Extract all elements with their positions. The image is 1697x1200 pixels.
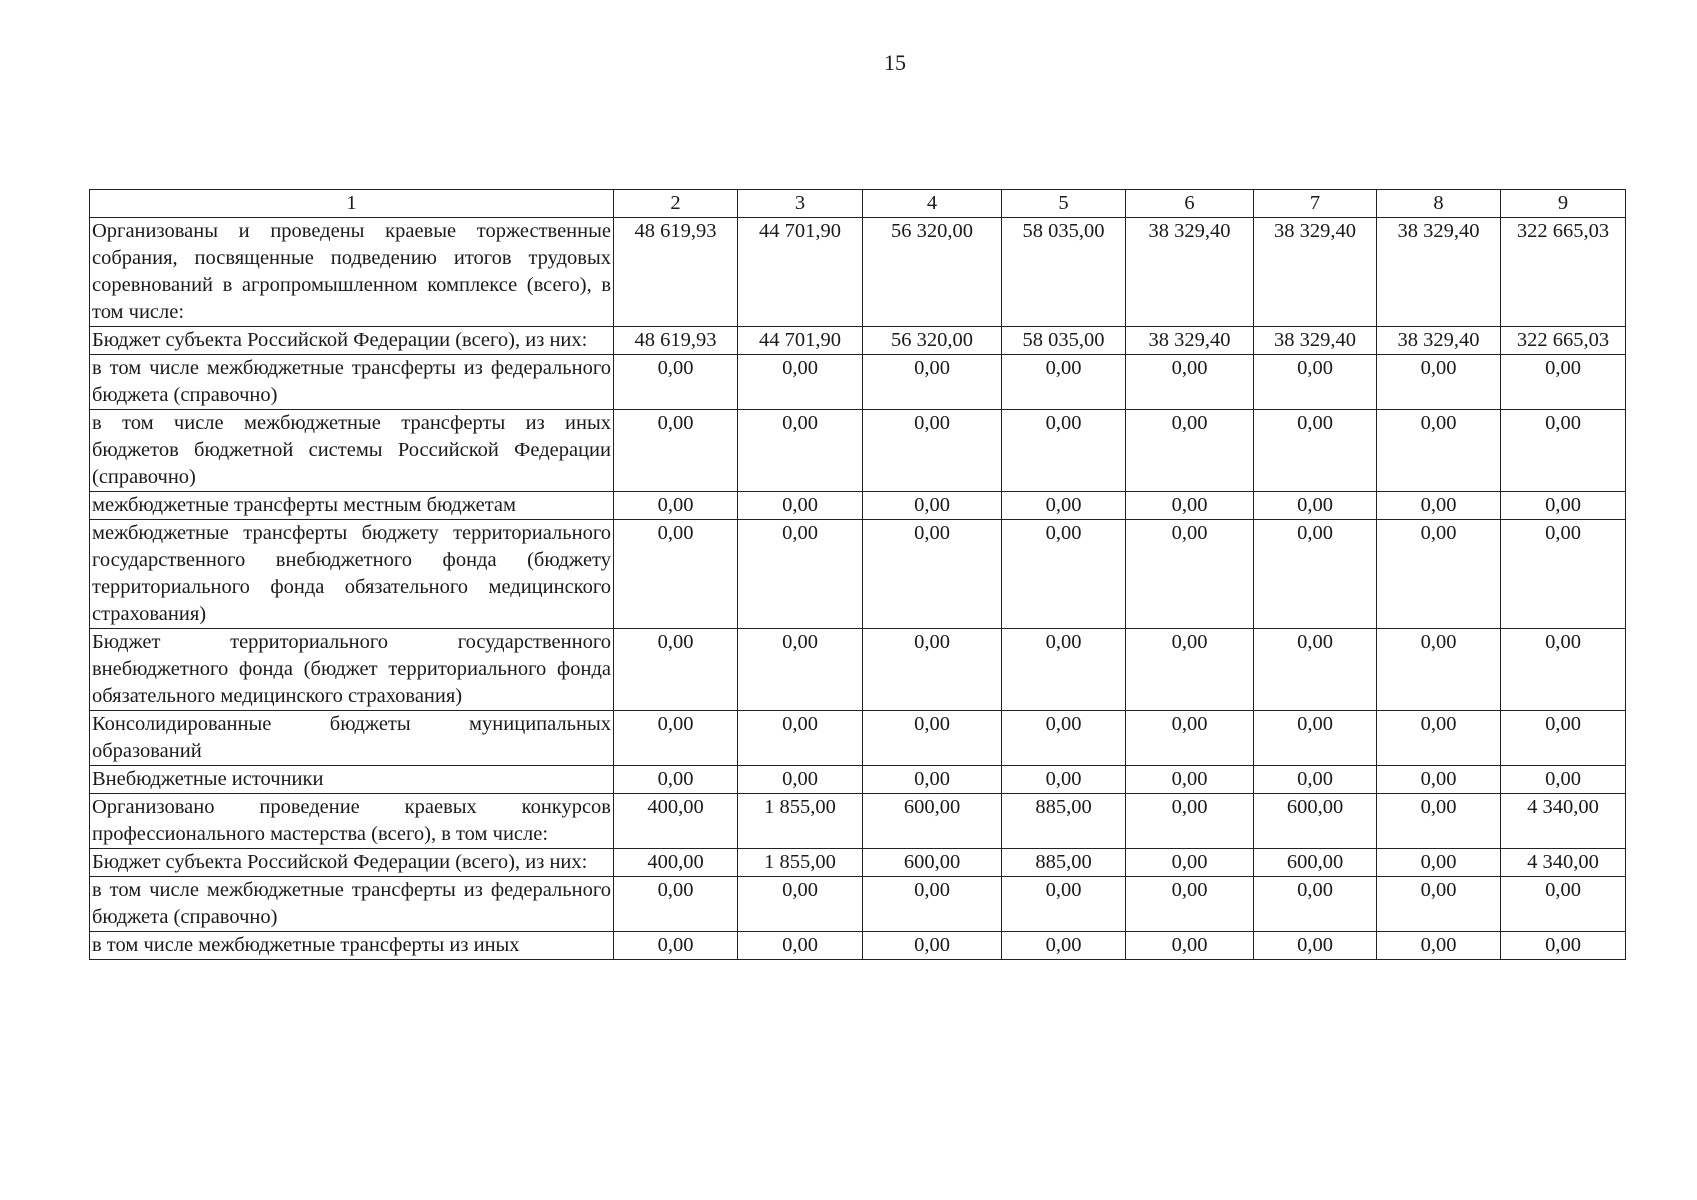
cell-value: 0,00	[1377, 794, 1501, 849]
cell-value: 58 035,00	[1002, 327, 1126, 355]
cell-value: 0,00	[863, 492, 1002, 520]
cell-value: 4 340,00	[1501, 849, 1626, 877]
table-row	[90, 355, 1626, 410]
cell-value: 0,00	[863, 410, 1002, 492]
cell-value: 0,00	[1501, 520, 1626, 629]
cell-value: 0,00	[614, 932, 738, 960]
cell-value: 0,00	[1501, 629, 1626, 711]
table-row	[90, 629, 1626, 711]
row-label: межбюджетные трансферты местным бюджетам	[90, 492, 614, 520]
cell-value: 0,00	[614, 520, 738, 629]
cell-value: 600,00	[863, 849, 1002, 877]
cell-value: 0,00	[614, 766, 738, 794]
cell-value: 0,00	[738, 355, 863, 410]
cell-value: 0,00	[614, 877, 738, 932]
cell-value: 0,00	[1254, 877, 1377, 932]
cell-value: 0,00	[1377, 877, 1501, 932]
cell-value: 0,00	[1126, 410, 1254, 492]
table-row	[90, 932, 1626, 960]
cell-value: 0,00	[614, 629, 738, 711]
cell-value: 0,00	[1377, 849, 1501, 877]
cell-value: 38 329,40	[1377, 327, 1501, 355]
table-row	[90, 766, 1626, 794]
cell-value: 0,00	[863, 766, 1002, 794]
table-row	[90, 492, 1626, 520]
cell-value: 0,00	[1501, 766, 1626, 794]
row-label: межбюджетные трансферты бюджету территориального государственного внебюджетного фонда (бюджету территориального фонда обязательного медицинского страхования)	[90, 520, 614, 629]
cell-value: 0,00	[1002, 766, 1126, 794]
cell-value: 1 855,00	[738, 849, 863, 877]
cell-value: 0,00	[738, 492, 863, 520]
cell-value: 0,00	[1501, 711, 1626, 766]
table-header-row	[90, 190, 1626, 218]
column-header: 7	[1254, 190, 1377, 218]
row-label: Внебюджетные источники	[90, 766, 614, 794]
cell-value: 38 329,40	[1254, 327, 1377, 355]
cell-value: 0,00	[863, 355, 1002, 410]
cell-value: 0,00	[1126, 794, 1254, 849]
cell-value: 0,00	[738, 877, 863, 932]
table-row	[90, 327, 1626, 355]
cell-value: 0,00	[614, 410, 738, 492]
cell-value: 0,00	[1377, 711, 1501, 766]
table-row	[90, 410, 1626, 492]
row-label: Организовано проведение краевых конкурсов профессионального мастерства (всего), в том числе:	[90, 794, 614, 849]
column-header: 5	[1002, 190, 1126, 218]
column-header: 3	[738, 190, 863, 218]
cell-value: 0,00	[614, 355, 738, 410]
cell-value: 0,00	[738, 711, 863, 766]
budget-table	[89, 189, 1626, 960]
row-label: Бюджет территориального государственного внебюджетного фонда (бюджет территориального фонда обязательного медицинского страхования)	[90, 629, 614, 711]
cell-value: 0,00	[1002, 629, 1126, 711]
cell-value: 0,00	[1126, 932, 1254, 960]
cell-value: 4 340,00	[1501, 794, 1626, 849]
cell-value: 0,00	[1002, 492, 1126, 520]
cell-value: 48 619,93	[614, 327, 738, 355]
row-label: в том числе межбюджетные трансферты из иных бюджетов бюджетной системы Российской Федерации (справочно)	[90, 410, 614, 492]
cell-value: 0,00	[863, 877, 1002, 932]
cell-value: 322 665,03	[1501, 218, 1626, 327]
cell-value: 0,00	[1126, 520, 1254, 629]
cell-value: 0,00	[1126, 711, 1254, 766]
column-header: 4	[863, 190, 1002, 218]
cell-value: 44 701,90	[738, 327, 863, 355]
cell-value: 0,00	[1002, 355, 1126, 410]
cell-value: 0,00	[1002, 711, 1126, 766]
cell-value: 0,00	[1254, 355, 1377, 410]
column-header: 6	[1126, 190, 1254, 218]
cell-value: 0,00	[1254, 766, 1377, 794]
table-row	[90, 711, 1626, 766]
cell-value: 400,00	[614, 794, 738, 849]
cell-value: 0,00	[863, 629, 1002, 711]
cell-value: 0,00	[614, 492, 738, 520]
table-row	[90, 849, 1626, 877]
cell-value: 0,00	[1126, 355, 1254, 410]
cell-value: 0,00	[738, 520, 863, 629]
cell-value: 44 701,90	[738, 218, 863, 327]
row-label: Бюджет субъекта Российской Федерации (всего), из них:	[90, 327, 614, 355]
cell-value: 0,00	[1377, 410, 1501, 492]
cell-value: 885,00	[1002, 794, 1126, 849]
table-row	[90, 794, 1626, 849]
cell-value: 0,00	[1377, 355, 1501, 410]
cell-value: 0,00	[1126, 629, 1254, 711]
cell-value: 0,00	[1501, 877, 1626, 932]
table-row	[90, 520, 1626, 629]
column-header: 8	[1377, 190, 1501, 218]
cell-value: 0,00	[1377, 492, 1501, 520]
cell-value: 0,00	[1254, 410, 1377, 492]
cell-value: 1 855,00	[738, 794, 863, 849]
cell-value: 0,00	[1002, 410, 1126, 492]
cell-value: 38 329,40	[1377, 218, 1501, 327]
cell-value: 0,00	[863, 711, 1002, 766]
column-header: 9	[1501, 190, 1626, 218]
cell-value: 0,00	[863, 520, 1002, 629]
cell-value: 38 329,40	[1126, 218, 1254, 327]
cell-value: 0,00	[1501, 355, 1626, 410]
row-label: Бюджет субъекта Российской Федерации (всего), из них:	[90, 849, 614, 877]
table-row	[90, 218, 1626, 327]
cell-value: 0,00	[1254, 711, 1377, 766]
cell-value: 0,00	[1254, 492, 1377, 520]
cell-value: 0,00	[1254, 520, 1377, 629]
cell-value: 0,00	[1002, 520, 1126, 629]
cell-value: 38 329,40	[1254, 218, 1377, 327]
column-header: 2	[614, 190, 738, 218]
cell-value: 0,00	[1377, 520, 1501, 629]
cell-value: 0,00	[1501, 932, 1626, 960]
cell-value: 0,00	[1377, 766, 1501, 794]
row-label: в том числе межбюджетные трансферты из федерального бюджета (справочно)	[90, 355, 614, 410]
cell-value: 322 665,03	[1501, 327, 1626, 355]
table-row	[90, 877, 1626, 932]
column-header: 1	[90, 190, 614, 218]
cell-value: 0,00	[1002, 932, 1126, 960]
cell-value: 0,00	[738, 766, 863, 794]
cell-value: 0,00	[738, 410, 863, 492]
cell-value: 0,00	[1254, 629, 1377, 711]
cell-value: 0,00	[1501, 492, 1626, 520]
cell-value: 600,00	[1254, 794, 1377, 849]
row-label: Консолидированные бюджеты муниципальных образований	[90, 711, 614, 766]
cell-value: 600,00	[863, 794, 1002, 849]
cell-value: 0,00	[1126, 492, 1254, 520]
cell-value: 600,00	[1254, 849, 1377, 877]
cell-value: 0,00	[738, 629, 863, 711]
cell-value: 0,00	[1377, 629, 1501, 711]
cell-value: 0,00	[1002, 877, 1126, 932]
cell-value: 0,00	[1501, 410, 1626, 492]
cell-value: 0,00	[1126, 877, 1254, 932]
cell-value: 0,00	[863, 932, 1002, 960]
row-label: в том числе межбюджетные трансферты из иных	[90, 932, 614, 960]
cell-value: 56 320,00	[863, 218, 1002, 327]
row-label: Организованы и проведены краевые торжественные собрания, посвященные подведению итогов трудовых соревнований в агропромышленном комплексе (всего), в том числе:	[90, 218, 614, 327]
cell-value: 400,00	[614, 849, 738, 877]
cell-value: 0,00	[1126, 766, 1254, 794]
cell-value: 885,00	[1002, 849, 1126, 877]
cell-value: 48 619,93	[614, 218, 738, 327]
cell-value: 56 320,00	[863, 327, 1002, 355]
page-number: 15	[884, 50, 906, 75]
cell-value: 0,00	[1126, 849, 1254, 877]
cell-value: 0,00	[1377, 932, 1501, 960]
cell-value: 0,00	[738, 932, 863, 960]
cell-value: 0,00	[614, 711, 738, 766]
cell-value: 38 329,40	[1126, 327, 1254, 355]
cell-value: 58 035,00	[1002, 218, 1126, 327]
row-label: в том числе межбюджетные трансферты из федерального бюджета (справочно)	[90, 877, 614, 932]
cell-value: 0,00	[1254, 932, 1377, 960]
